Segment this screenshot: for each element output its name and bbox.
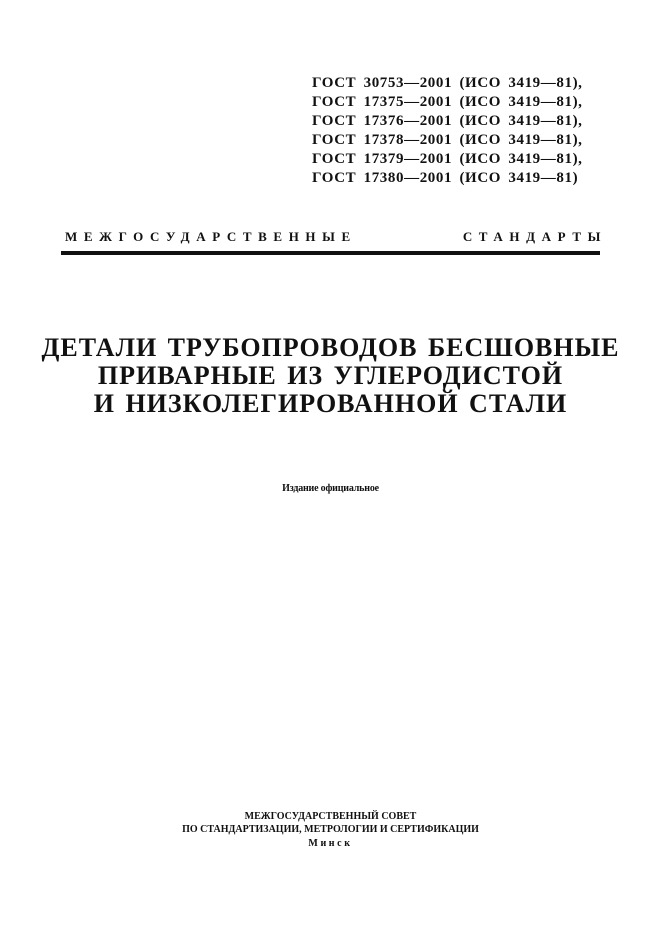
gost-number-line: ГОСТ 17379—2001 (ИСО 3419—81), [312, 151, 583, 167]
edition-note: Издание официальное [282, 483, 379, 494]
publisher-block [0, 810, 661, 850]
gost-number-line: ГОСТ 17380—2001 (ИСО 3419—81) [312, 170, 579, 186]
publisher-line-2: ПО СТАНДАРТИЗАЦИИ, МЕТРОЛОГИИ И СЕРТИФИКАЦИИ [182, 824, 479, 835]
gost-number-line: ГОСТ 17375—2001 (ИСО 3419—81), [312, 94, 583, 110]
gost-number-line: ГОСТ 17376—2001 (ИСО 3419—81), [312, 113, 583, 129]
series-header-right: СТАНДАРТЫ [462, 229, 607, 244]
series-header-left: МЕЖГОСУДАРСТВЕННЫЕ [65, 229, 357, 244]
series-header [65, 229, 607, 245]
header-rule-divider [61, 251, 600, 255]
publisher-city: Минск [308, 838, 353, 849]
gost-number-list [312, 74, 612, 188]
title-line: ПРИВАРНЫЕ ИЗ УГЛЕРОДИСТОЙ [97, 361, 564, 390]
document-title [40, 334, 621, 418]
gost-number-line: ГОСТ 17378—2001 (ИСО 3419—81), [312, 132, 583, 148]
gost-number-line: ГОСТ 30753—2001 (ИСО 3419—81), [312, 75, 583, 91]
title-line: ДЕТАЛИ ТРУБОПРОВОДОВ БЕСШОВНЫЕ [41, 333, 620, 362]
publisher-line-1: МЕЖГОСУДАРСТВЕННЫЙ СОВЕТ [244, 811, 417, 822]
title-line: И НИЗКОЛЕГИРОВАННОЙ СТАЛИ [93, 389, 568, 418]
